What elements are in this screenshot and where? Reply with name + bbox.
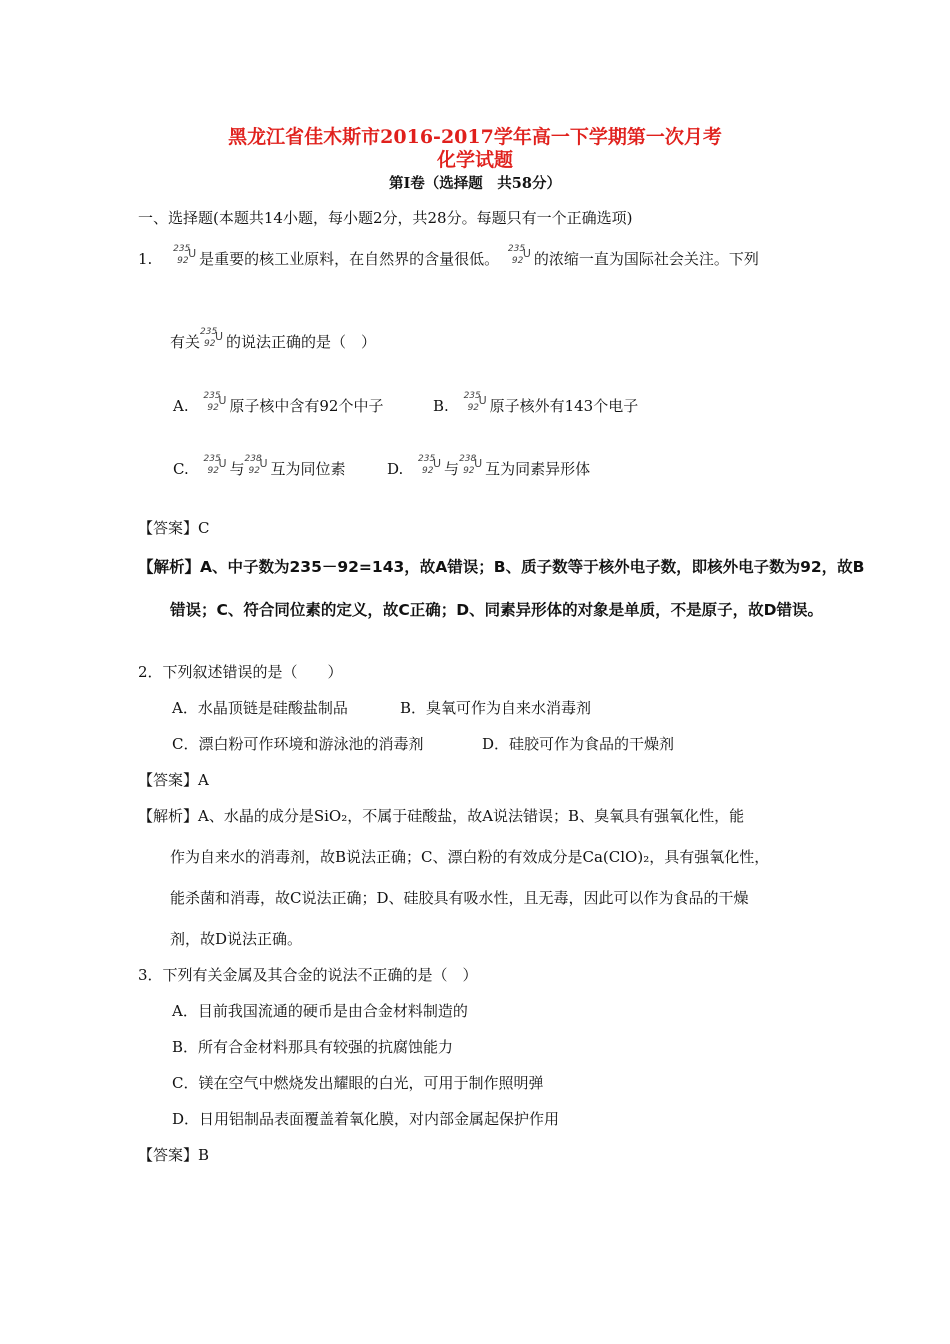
isotope-u235: 235 92 U [507,244,531,266]
q1-stem-text2: 的浓缩一直为国际社会关注。下列 [533,250,759,268]
q1-option-a: A. 235 92 U 原子核中含有92个中子 [173,391,384,415]
isotope-u235: 235 92 U [418,454,442,476]
q1-number: 1. [138,250,153,268]
q2-explanation-line2: 作为自来水的消毒剂，故B说法正确；C、漂白粉的有效成分是Ca(ClO)₂，具有强氧化性， [170,848,770,866]
q1-explanation-line2: 错误；C、符合同位素的定义，故C正确；D、同素异形体的对象是单质，不是原子，故D错误。 [170,601,823,619]
volume-heading: 第Ⅰ卷（选择题 共58分） [389,175,561,192]
q3-option-b: B．所有合金材料那具有较强的抗腐蚀能力 [172,1038,454,1056]
isotope-u238: 238 92 U [244,454,268,476]
section-heading: 一、选择题(本题共14小题，每小题2分，共28分。每题只有一个正确选项) [138,209,633,227]
isotope-u235: 235 92 U [203,391,227,413]
q3-option-c: C．镁在空气中燃烧发出耀眼的白光，可用于制作照明弹 [172,1074,544,1092]
q1-stem-text1: 是重要的核工业原料，在自然界的含量很低。 [199,250,500,268]
q2-explanation-line4: 剂，故D说法正确。 [170,930,303,948]
isotope-u235: 235 92 U [203,454,227,476]
q1-stem-line2: 有关 235 92 U 的说法正确的是（ ） [170,327,377,351]
q2-option-d: D．硅胶可作为食品的干燥剂 [482,735,675,753]
q2-stem: 2．下列叙述错误的是（ ） [138,663,343,681]
isotope-u235: 235 92 U [200,327,224,349]
q3-option-d: D．日用铝制品表面覆盖着氧化膜，对内部金属起保护作用 [172,1110,560,1128]
page-title-line1: 黑龙江省佳木斯市2016-2017学年高一下学期第一次月考 [228,126,722,148]
q3-stem: 3．下列有关金属及其合金的说法不正确的是（ ） [138,966,478,984]
q1-option-b: B. 235 92 U 原子核外有143个电子 [433,391,639,415]
isotope-u238: 238 92 U [459,454,483,476]
page-title-line2: 化学试题 [436,149,513,171]
q2-option-c: C．漂白粉可作环境和游泳池的消毒剂 [172,735,424,753]
isotope-u235: 235 92 U [463,391,487,413]
q1-option-d: D. 235 92 U 与 238 92 U 互为同素异形体 [387,454,591,478]
q1-answer: 【答案】C [138,519,210,537]
q3-option-a: A．目前我国流通的硬币是由合金材料制造的 [172,1002,468,1020]
q1-explanation-line1: 【解析】A、中子数为235－92=143，故A错误；B、质子数等于核外电子数，即核外电子数为92，故B [138,558,865,576]
q2-explanation-line1: 【解析】A、水晶的成分是SiO₂，不属于硅酸盐，故A说法错误；B、臭氧具有强氧化性，能 [138,807,745,825]
q3-answer: 【答案】B [138,1146,210,1164]
q2-option-a: A．水晶顶链是硅酸盐制品 [172,699,348,717]
q2-option-b: B．臭氧可作为自来水消毒剂 [400,699,592,717]
isotope-u235: 235 92 U [173,244,197,266]
q1-option-c: C. 235 92 U 与 238 92 U 互为同位素 [173,454,346,478]
q1-stem-line1 [138,246,759,268]
q2-explanation-line3: 能杀菌和消毒，故C说法正确；D、硅胶具有吸水性，且无毒，因此可以作为食品的干燥 [170,889,749,907]
q2-answer: 【答案】A [138,771,209,789]
